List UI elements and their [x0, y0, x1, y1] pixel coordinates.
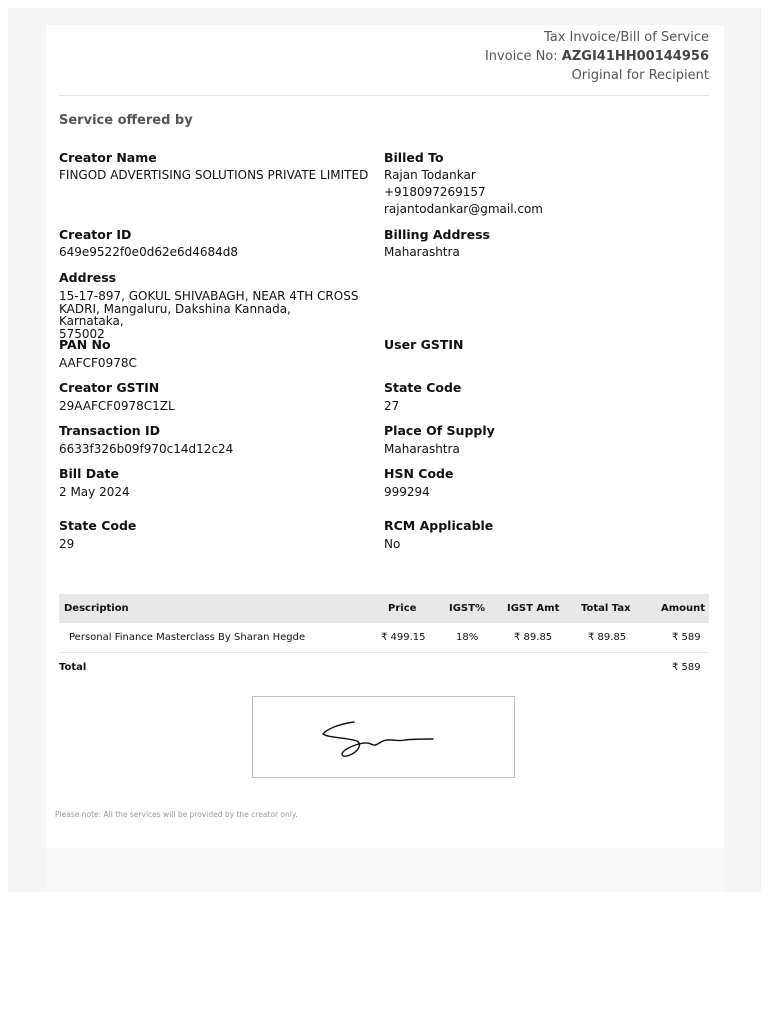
- bill-date-label: Bill Date: [59, 466, 119, 481]
- invoice-number-label: Invoice No:: [484, 49, 558, 64]
- table-total-row: [59, 653, 709, 682]
- user-gstin-label: User GSTIN: [384, 337, 464, 352]
- pan-value: AAFCF0978C: [59, 356, 137, 370]
- row-price: ₹ 499.15: [381, 632, 426, 643]
- col-amount: Amount: [661, 603, 706, 614]
- invoice-card-footer: [46, 848, 724, 892]
- hsn-code-value: 999294: [384, 485, 430, 499]
- address-label: Address: [59, 270, 117, 285]
- col-description: Description: [64, 603, 129, 614]
- bill-date-value: 2 May 2024: [59, 485, 130, 499]
- address-line-1: 15-17-897, GOKUL SHIVABAGH, NEAR 4TH CROSS: [59, 289, 359, 303]
- row-amount: ₹ 589: [672, 632, 701, 643]
- billed-to-phone: +918097269157: [384, 185, 486, 199]
- row-total-tax: ₹ 89.85: [588, 632, 627, 643]
- address-line-2: KADRI, Mangaluru, Dakshina Kannada, Karnataka,: [59, 301, 291, 328]
- row-igst-amt: ₹ 89.85: [514, 632, 553, 643]
- table-header: [59, 594, 709, 623]
- creator-id-value: 649e9522f0e0d62e6d4684d8: [59, 245, 239, 259]
- document-type: Tax Invoice/Bill of Service: [543, 30, 709, 45]
- state-code-right-label: State Code: [384, 380, 462, 395]
- state-code-value: 29: [59, 537, 75, 551]
- col-igst-pct: IGST%: [449, 603, 485, 614]
- creator-name-value: FINGOD ADVERTISING SOLUTIONS PRIVATE LIMITED: [59, 168, 369, 182]
- creator-gstin-value: 29AAFCF0978C1ZL: [59, 399, 175, 413]
- invoice-number-line: [485, 49, 709, 64]
- state-code-right-value: 27: [384, 399, 400, 413]
- place-of-supply-label: Place Of Supply: [384, 423, 495, 438]
- creator-id-label: Creator ID: [59, 227, 132, 242]
- place-of-supply-value: Maharashtra: [384, 442, 460, 456]
- pan-label: PAN No: [59, 337, 111, 352]
- col-total-tax: Total Tax: [581, 603, 631, 614]
- creator-gstin-label: Creator GSTIN: [59, 380, 160, 395]
- invoice-number: AZGI41HH00144956: [561, 49, 709, 64]
- rcm-value: No: [384, 537, 401, 551]
- billed-to-name: Rajan Todankar: [384, 168, 476, 182]
- state-code-label: State Code: [59, 518, 137, 533]
- header-divider: [59, 95, 709, 96]
- section-title: Service offered by: [59, 113, 193, 128]
- address-value: [59, 290, 359, 340]
- signature-box: [252, 696, 515, 778]
- footer-note: Please note: All the services will be provided by the creator only.: [55, 810, 298, 819]
- billing-address-label: Billing Address: [384, 227, 490, 242]
- items-table: [59, 594, 709, 682]
- total-amount: ₹ 589: [672, 662, 701, 673]
- row-igst-pct: 18%: [456, 632, 479, 643]
- creator-name-label: Creator Name: [59, 150, 157, 165]
- hsn-code-label: HSN Code: [384, 466, 454, 481]
- row-description: Personal Finance Masterclass By Sharan Hegde: [69, 632, 306, 643]
- total-label: Total: [59, 662, 87, 673]
- address-line-3: 575002: [59, 326, 105, 341]
- billed-to-label: Billed To: [384, 150, 444, 165]
- col-price: Price: [388, 603, 417, 614]
- billed-to-email: rajantodankar@gmail.com: [384, 202, 543, 216]
- table-row: [59, 623, 709, 653]
- transaction-id-label: Transaction ID: [59, 423, 161, 438]
- signature-image: [253, 697, 514, 777]
- col-igst-amt: IGST Amt: [507, 603, 560, 614]
- copy-label: Original for Recipient: [571, 68, 709, 83]
- billing-address-value: Maharashtra: [384, 245, 460, 259]
- rcm-label: RCM Applicable: [384, 518, 494, 533]
- transaction-id-value: 6633f326b09f970c14d12c24: [59, 442, 234, 456]
